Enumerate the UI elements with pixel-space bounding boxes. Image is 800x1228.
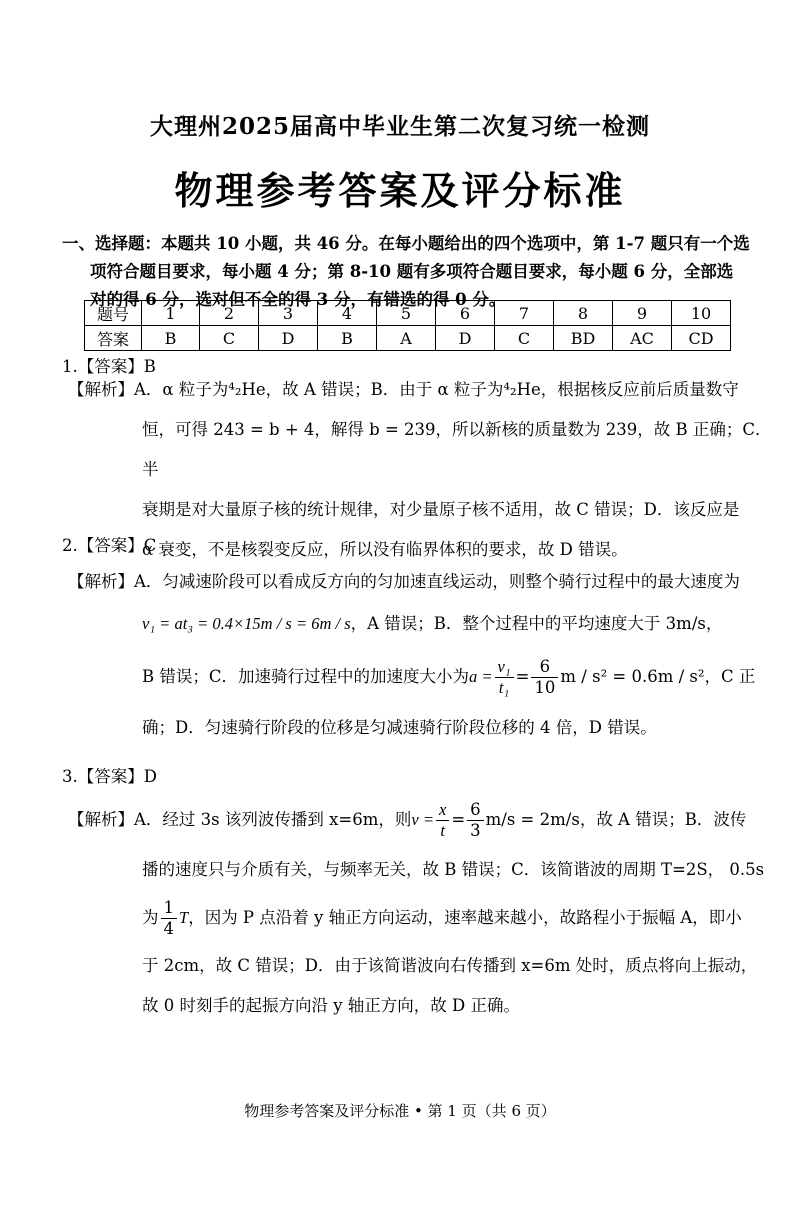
- q2-line-3-rest: ，C 正: [704, 667, 756, 686]
- q3-equals: =: [451, 810, 466, 829]
- row-label-answer: 答案: [85, 326, 142, 351]
- q2-answer-heading: 2.【答案】C: [62, 536, 157, 555]
- cell-answer: CD: [672, 326, 731, 351]
- q2-accel-result: m / s² = 0.6m / s²: [560, 667, 705, 686]
- q3-line-4: 于 2cm，故 C 错误；D．由于该简谐波向右传播到 x=6m 处时，质点将向上振动，: [142, 956, 758, 975]
- cell-number: 9: [613, 301, 672, 326]
- table-row-numbers: [85, 301, 731, 326]
- cell-answer: C: [495, 326, 554, 351]
- q2-line-3: [68, 646, 774, 708]
- row-label-number: 题号: [85, 301, 142, 326]
- q3-line-3: [68, 890, 774, 946]
- q3-line-1-text: 【解析】A．经过 3s 该列波传播到 x=6m，则: [68, 810, 412, 829]
- cell-number: 3: [259, 301, 318, 326]
- cell-answer: B: [142, 326, 200, 351]
- cell-number: 10: [672, 301, 731, 326]
- section-line-2: 项符合题目要求，每小题 4 分；第 8-10 题有多项符合题目要求，每小题 6 分，全部选: [90, 262, 734, 281]
- q3-explanation: [68, 790, 774, 1026]
- q2-line-1: 【解析】A．匀减速阶段可以看成反方向的匀加速直线运动，则整个骑行过程中的最大速度为: [68, 572, 740, 591]
- cell-number: 8: [554, 301, 613, 326]
- q3-answer-heading: 3.【答案】D: [62, 767, 157, 786]
- q3-fraction-numerator: x: [436, 800, 449, 821]
- q1-line-4: α 衰变，不是核裂变反应，所以没有临界体积的要求，故 D 错误。: [142, 540, 628, 559]
- cell-number: 4: [318, 301, 377, 326]
- q1-answer-heading: 1.【答案】B: [62, 357, 156, 376]
- q2-fraction2-denominator: 10: [534, 678, 556, 697]
- cell-answer: D: [259, 326, 318, 351]
- q3-line-1-rest: ，故 A 错误；B．波传: [579, 810, 747, 829]
- cell-number: 2: [200, 301, 259, 326]
- q3-line-1: [68, 790, 774, 850]
- q3-fraction2-numerator: 6: [467, 800, 484, 821]
- q2-accel-symbol: a =: [469, 667, 493, 686]
- q2-velocity-equation: v₁ = at₃ = 0.4×15m / s = 6m / s: [142, 614, 351, 633]
- q3-line-5: 故 0 时刻手的起振方向沿 y 轴正方向，故 D 正确。: [142, 996, 521, 1015]
- document-title: 物理参考答案及评分标准: [174, 168, 626, 213]
- q3-velocity-symbol: v =: [411, 810, 434, 829]
- q2-line-3-text: B 错误；C．加速骑行过程中的加速度大小为: [142, 667, 469, 686]
- exam-title: 大理州2025届高中毕业生第二次复习统一检测: [149, 113, 650, 140]
- q2-fraction-v-t: [495, 657, 514, 698]
- q2-line-2-text: ，A 错误；B．整个过程中的平均速度大于 3m/s，: [350, 614, 723, 633]
- q2-line-2: [68, 602, 774, 646]
- q3-line-2: 播的速度只与介质有关，与频率无关，故 B 错误；C．该简谐波的周期 T=2S， 0.5s: [142, 860, 765, 879]
- q2-fraction-numerator: v₁: [495, 657, 514, 678]
- cell-answer: C: [200, 326, 259, 351]
- section-line-3: 对的得 6 分，选对但不全的得 3 分，有错选的得 0 分。: [90, 290, 506, 309]
- cell-number: 6: [436, 301, 495, 326]
- section-line-1: 一、选择题：本题共 10 小题，共 46 分。在每小题给出的四个选项中，第 1-7 题只有一个选: [62, 234, 750, 253]
- q3-line-3-pre: 为: [142, 908, 159, 927]
- q1-explanation: [68, 370, 774, 570]
- q3-period-symbol: T: [179, 908, 189, 927]
- q2-fraction-6-10: [531, 657, 558, 698]
- cell-number: 7: [495, 301, 554, 326]
- q1-line-1: 【解析】A．α 粒子为⁴₂He，故 A 错误；B．由于 α 粒子为⁴₂He，根据核反应前后质量数守: [68, 380, 739, 399]
- cell-answer: AC: [613, 326, 672, 351]
- q3-fraction3-numerator: 1: [161, 898, 178, 919]
- answer-table: [84, 300, 731, 351]
- q2-equals: =: [515, 667, 530, 686]
- cell-number: 1: [142, 301, 200, 326]
- q2-fraction-denominator: t₁: [498, 678, 510, 697]
- cell-number: 5: [377, 301, 436, 326]
- q1-line-2: 恒，可得 243 = b + 4，解得 b = 239，所以新核的质量数为 239，故 B 正确；C．半: [142, 420, 772, 479]
- q3-fraction3-denominator: 4: [163, 919, 174, 938]
- q1-line-3: 衰期是对大量原子核的统计规律，对少量原子核不适用，故 C 错误；D．该反应是: [142, 500, 740, 519]
- q3-fraction-x-t: [436, 800, 449, 841]
- q3-fraction-denominator: t: [440, 821, 445, 840]
- q3-fraction-1-4: [161, 898, 178, 939]
- cell-answer: D: [436, 326, 495, 351]
- q2-explanation: [68, 562, 774, 748]
- cell-answer: B: [318, 326, 377, 351]
- cell-answer: BD: [554, 326, 613, 351]
- page-footer: 物理参考答案及评分标准 • 第 1 页（共 6 页）: [244, 1102, 556, 1120]
- q3-fraction2-denominator: 3: [470, 821, 481, 840]
- table-row-answers: [85, 326, 731, 351]
- q3-line-3-rest: ，因为 P 点沿着 y 轴正方向运动，速率越来越小，故路程小于振幅 A，即小: [188, 908, 742, 927]
- q3-velocity-result: m/s = 2m/s: [485, 810, 580, 829]
- q3-fraction-6-3: [467, 800, 484, 841]
- cell-answer: A: [377, 326, 436, 351]
- q2-fraction2-numerator: 6: [531, 657, 558, 678]
- q2-line-4: 确；D．匀速骑行阶段的位移是匀减速骑行阶段位移的 4 倍，D 错误。: [142, 718, 657, 737]
